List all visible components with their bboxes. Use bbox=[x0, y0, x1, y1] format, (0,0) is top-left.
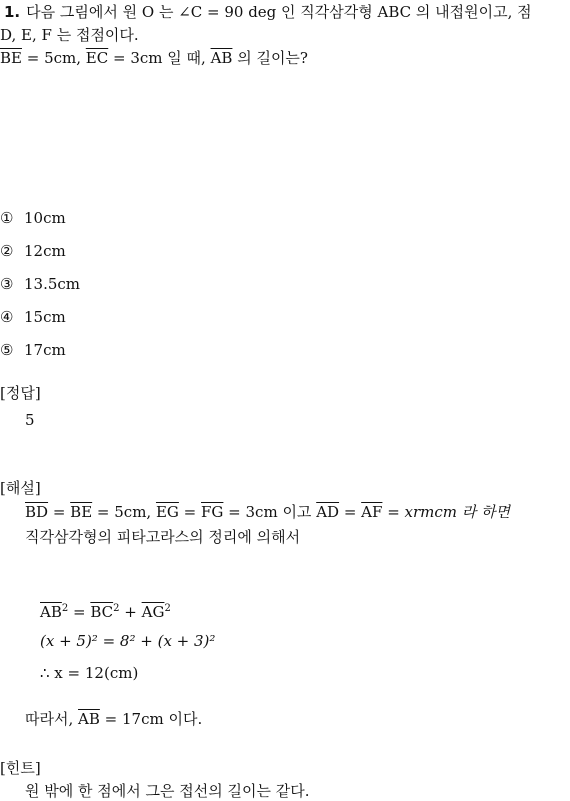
problem-text-2: D, E, F 는 접점이다. bbox=[0, 26, 139, 44]
option-1-text: 10cm bbox=[24, 209, 66, 227]
eq-sq-1: 2 bbox=[61, 603, 69, 614]
answer-heading: [정답] bbox=[0, 384, 41, 402]
option-4-mark: ④ bbox=[0, 308, 14, 326]
option-5[interactable] bbox=[0, 340, 66, 360]
problem-number: 1. bbox=[4, 3, 21, 21]
problem-text-3d: = 3cm 일 때, bbox=[108, 49, 211, 67]
problem-line-2 bbox=[0, 25, 139, 45]
eq-equals: = bbox=[68, 603, 91, 621]
concl-text-b: = 17cm 이다. bbox=[99, 710, 203, 728]
sol-text-c: = bbox=[178, 503, 202, 521]
option-2[interactable] bbox=[0, 241, 66, 261]
hint-text: 원 밖에 한 점에서 그은 접선의 길이는 같다. bbox=[25, 782, 310, 800]
problem-line-1 bbox=[4, 2, 532, 22]
option-3-text: 13.5cm bbox=[24, 275, 81, 293]
option-2-mark: ② bbox=[0, 242, 14, 260]
solution-conclusion bbox=[25, 709, 202, 729]
sol-text-b: = 5cm, bbox=[92, 503, 156, 521]
eq-sq-3: 2 bbox=[164, 603, 171, 614]
eq-segment-ag: $\overline{AG}$ bbox=[141, 603, 165, 621]
problem-text-3f: 의 길이는? bbox=[232, 49, 308, 67]
equation-pythagoras bbox=[40, 599, 171, 622]
problem-text-1: 다음 그림에서 원 O 는 ∠C = 90 deg 인 직각삼각형 ABC 의 내접원이고, 점 bbox=[26, 3, 532, 21]
concl-text-a: 따라서, bbox=[25, 710, 79, 728]
segment-af: $\overline{AF}$ bbox=[361, 503, 383, 521]
option-3-mark: ③ bbox=[0, 275, 14, 293]
eq-segment-bc: $\overline{BC}$ bbox=[90, 603, 114, 621]
hint-heading: [힌트] bbox=[0, 759, 41, 777]
sol-text-e: = bbox=[339, 503, 362, 521]
option-1-mark: ① bbox=[0, 209, 14, 227]
option-1[interactable] bbox=[0, 208, 66, 228]
problem-line-3 bbox=[0, 48, 308, 68]
answer-value: 5 bbox=[25, 411, 35, 429]
sol-text-a: = bbox=[48, 503, 71, 521]
equation-substitution: (x + 5)² = 8² + (x + 3)² bbox=[40, 632, 216, 650]
problem-text-3b: = 5cm, bbox=[21, 49, 86, 67]
eq-segment-ab: $\overline{AB}$ bbox=[40, 603, 62, 621]
eq-plus: + bbox=[119, 603, 142, 621]
solution-line-2: 직각삼각형의 피타고라스의 정리에 의해서 bbox=[25, 528, 301, 546]
sol-text-f: = xrmcm 라 하면 bbox=[382, 503, 511, 521]
option-5-text: 17cm bbox=[24, 341, 66, 359]
eq-sq-2: 2 bbox=[113, 603, 120, 614]
segment-ec: $\overline{EC}$ bbox=[85, 49, 109, 67]
option-4[interactable] bbox=[0, 307, 66, 327]
segment-bd: $\overline{BD}$ bbox=[25, 503, 49, 521]
solution-heading: [해설] bbox=[0, 479, 41, 497]
sol-text-d: = 3cm 이고 bbox=[223, 503, 317, 521]
option-5-mark: ⑤ bbox=[0, 341, 14, 359]
option-2-text: 12cm bbox=[24, 242, 66, 260]
segment-ab: $\overline{AB}$ bbox=[210, 49, 233, 67]
option-4-text: 15cm bbox=[24, 308, 66, 326]
option-3[interactable] bbox=[0, 274, 80, 294]
equation-result: ∴ x = 12(cm) bbox=[40, 664, 139, 682]
segment-be-2: $\overline{BE}$ bbox=[70, 503, 93, 521]
segment-eg: $\overline{EG}$ bbox=[155, 503, 179, 521]
segment-ad: $\overline{AD}$ bbox=[316, 503, 340, 521]
segment-be: $\overline{BE}$ bbox=[0, 49, 22, 67]
solution-line-1 bbox=[25, 502, 510, 522]
segment-fg: $\overline{FG}$ bbox=[201, 503, 224, 521]
concl-segment-ab: $\overline{AB}$ bbox=[78, 710, 100, 728]
